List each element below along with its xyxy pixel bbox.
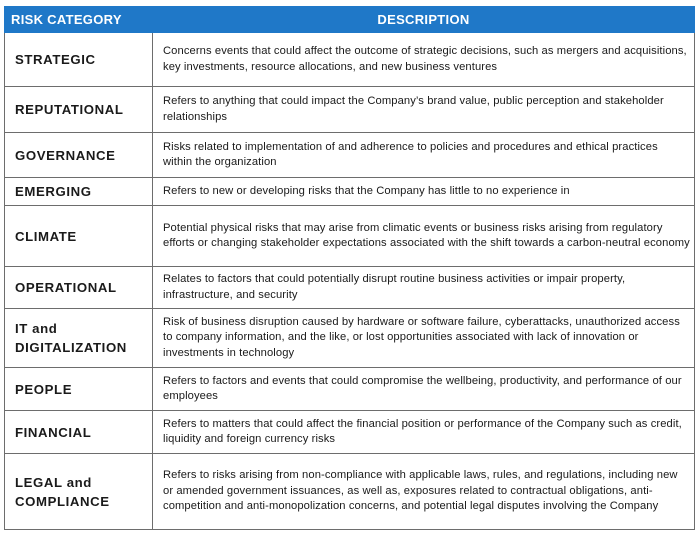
table-header-row	[5, 7, 695, 33]
column-header-risk-category: RISK CATEGORY	[5, 7, 153, 33]
risk-category-cell: FINANCIAL	[5, 411, 153, 454]
risk-category-cell: OPERATIONAL	[5, 267, 153, 309]
risk-description-cell: Risks related to implementation of and adherence to policies and procedures and ethical practices within the organization	[153, 133, 695, 178]
risk-category-cell: IT and DIGITALIZATION	[5, 309, 153, 368]
risk-description-cell: Refers to risks arising from non-compliance with applicable laws, rules, and regulations, including new or amended government issuances, as well as, exposures related to contractual obligations, anti-competition and anti-monopolization concerns, and potential legal disputes involving the Company	[153, 454, 695, 530]
risk-description-cell: Potential physical risks that may arise from climatic events or business risks arising from regulatory efforts or changing stakeholder expectations associated with the shift towards a carbon-neutral economy	[153, 206, 695, 267]
table-row-people	[5, 368, 695, 411]
risk-category-table	[4, 6, 695, 530]
risk-category-cell: GOVERNANCE	[5, 133, 153, 178]
risk-category-cell: REPUTATIONAL	[5, 87, 153, 133]
risk-category-cell: LEGAL and COMPLIANCE	[5, 454, 153, 530]
risk-description-cell: Relates to factors that could potentially disrupt routine business activities or impair property, infrastructure, and security	[153, 267, 695, 309]
table-row-governance	[5, 133, 695, 178]
risk-description-cell: Refers to new or developing risks that the Company has little to no experience in	[153, 178, 695, 206]
risk-description-cell: Concerns events that could affect the outcome of strategic decisions, such as mergers and acquisitions, key investments, resource allocations, and new business ventures	[153, 33, 695, 87]
table-row-strategic	[5, 33, 695, 87]
table-row-it-digitalization	[5, 309, 695, 368]
risk-description-cell: Refers to factors and events that could compromise the wellbeing, productivity, and performance of our employees	[153, 368, 695, 411]
table-row-financial	[5, 411, 695, 454]
risk-category-cell: EMERGING	[5, 178, 153, 206]
risk-category-cell: STRATEGIC	[5, 33, 153, 87]
risk-description-cell: Refers to matters that could affect the financial position or performance of the Company such as credit, liquidity and foreign currency risks	[153, 411, 695, 454]
table-row-emerging	[5, 178, 695, 206]
risk-category-cell: PEOPLE	[5, 368, 153, 411]
risk-description-cell: Risk of business disruption caused by hardware or software failure, cyberattacks, unauthorized access to company information, and the like, or lost opportunities associated with lack of innovation or investments in technology	[153, 309, 695, 368]
table-row-climate	[5, 206, 695, 267]
table-row-legal-compliance	[5, 454, 695, 530]
table-row-reputational	[5, 87, 695, 133]
table-row-operational	[5, 267, 695, 309]
risk-category-cell: CLIMATE	[5, 206, 153, 267]
risk-description-cell: Refers to anything that could impact the Company’s brand value, public perception and stakeholder relationships	[153, 87, 695, 133]
column-header-description: DESCRIPTION	[153, 7, 695, 33]
